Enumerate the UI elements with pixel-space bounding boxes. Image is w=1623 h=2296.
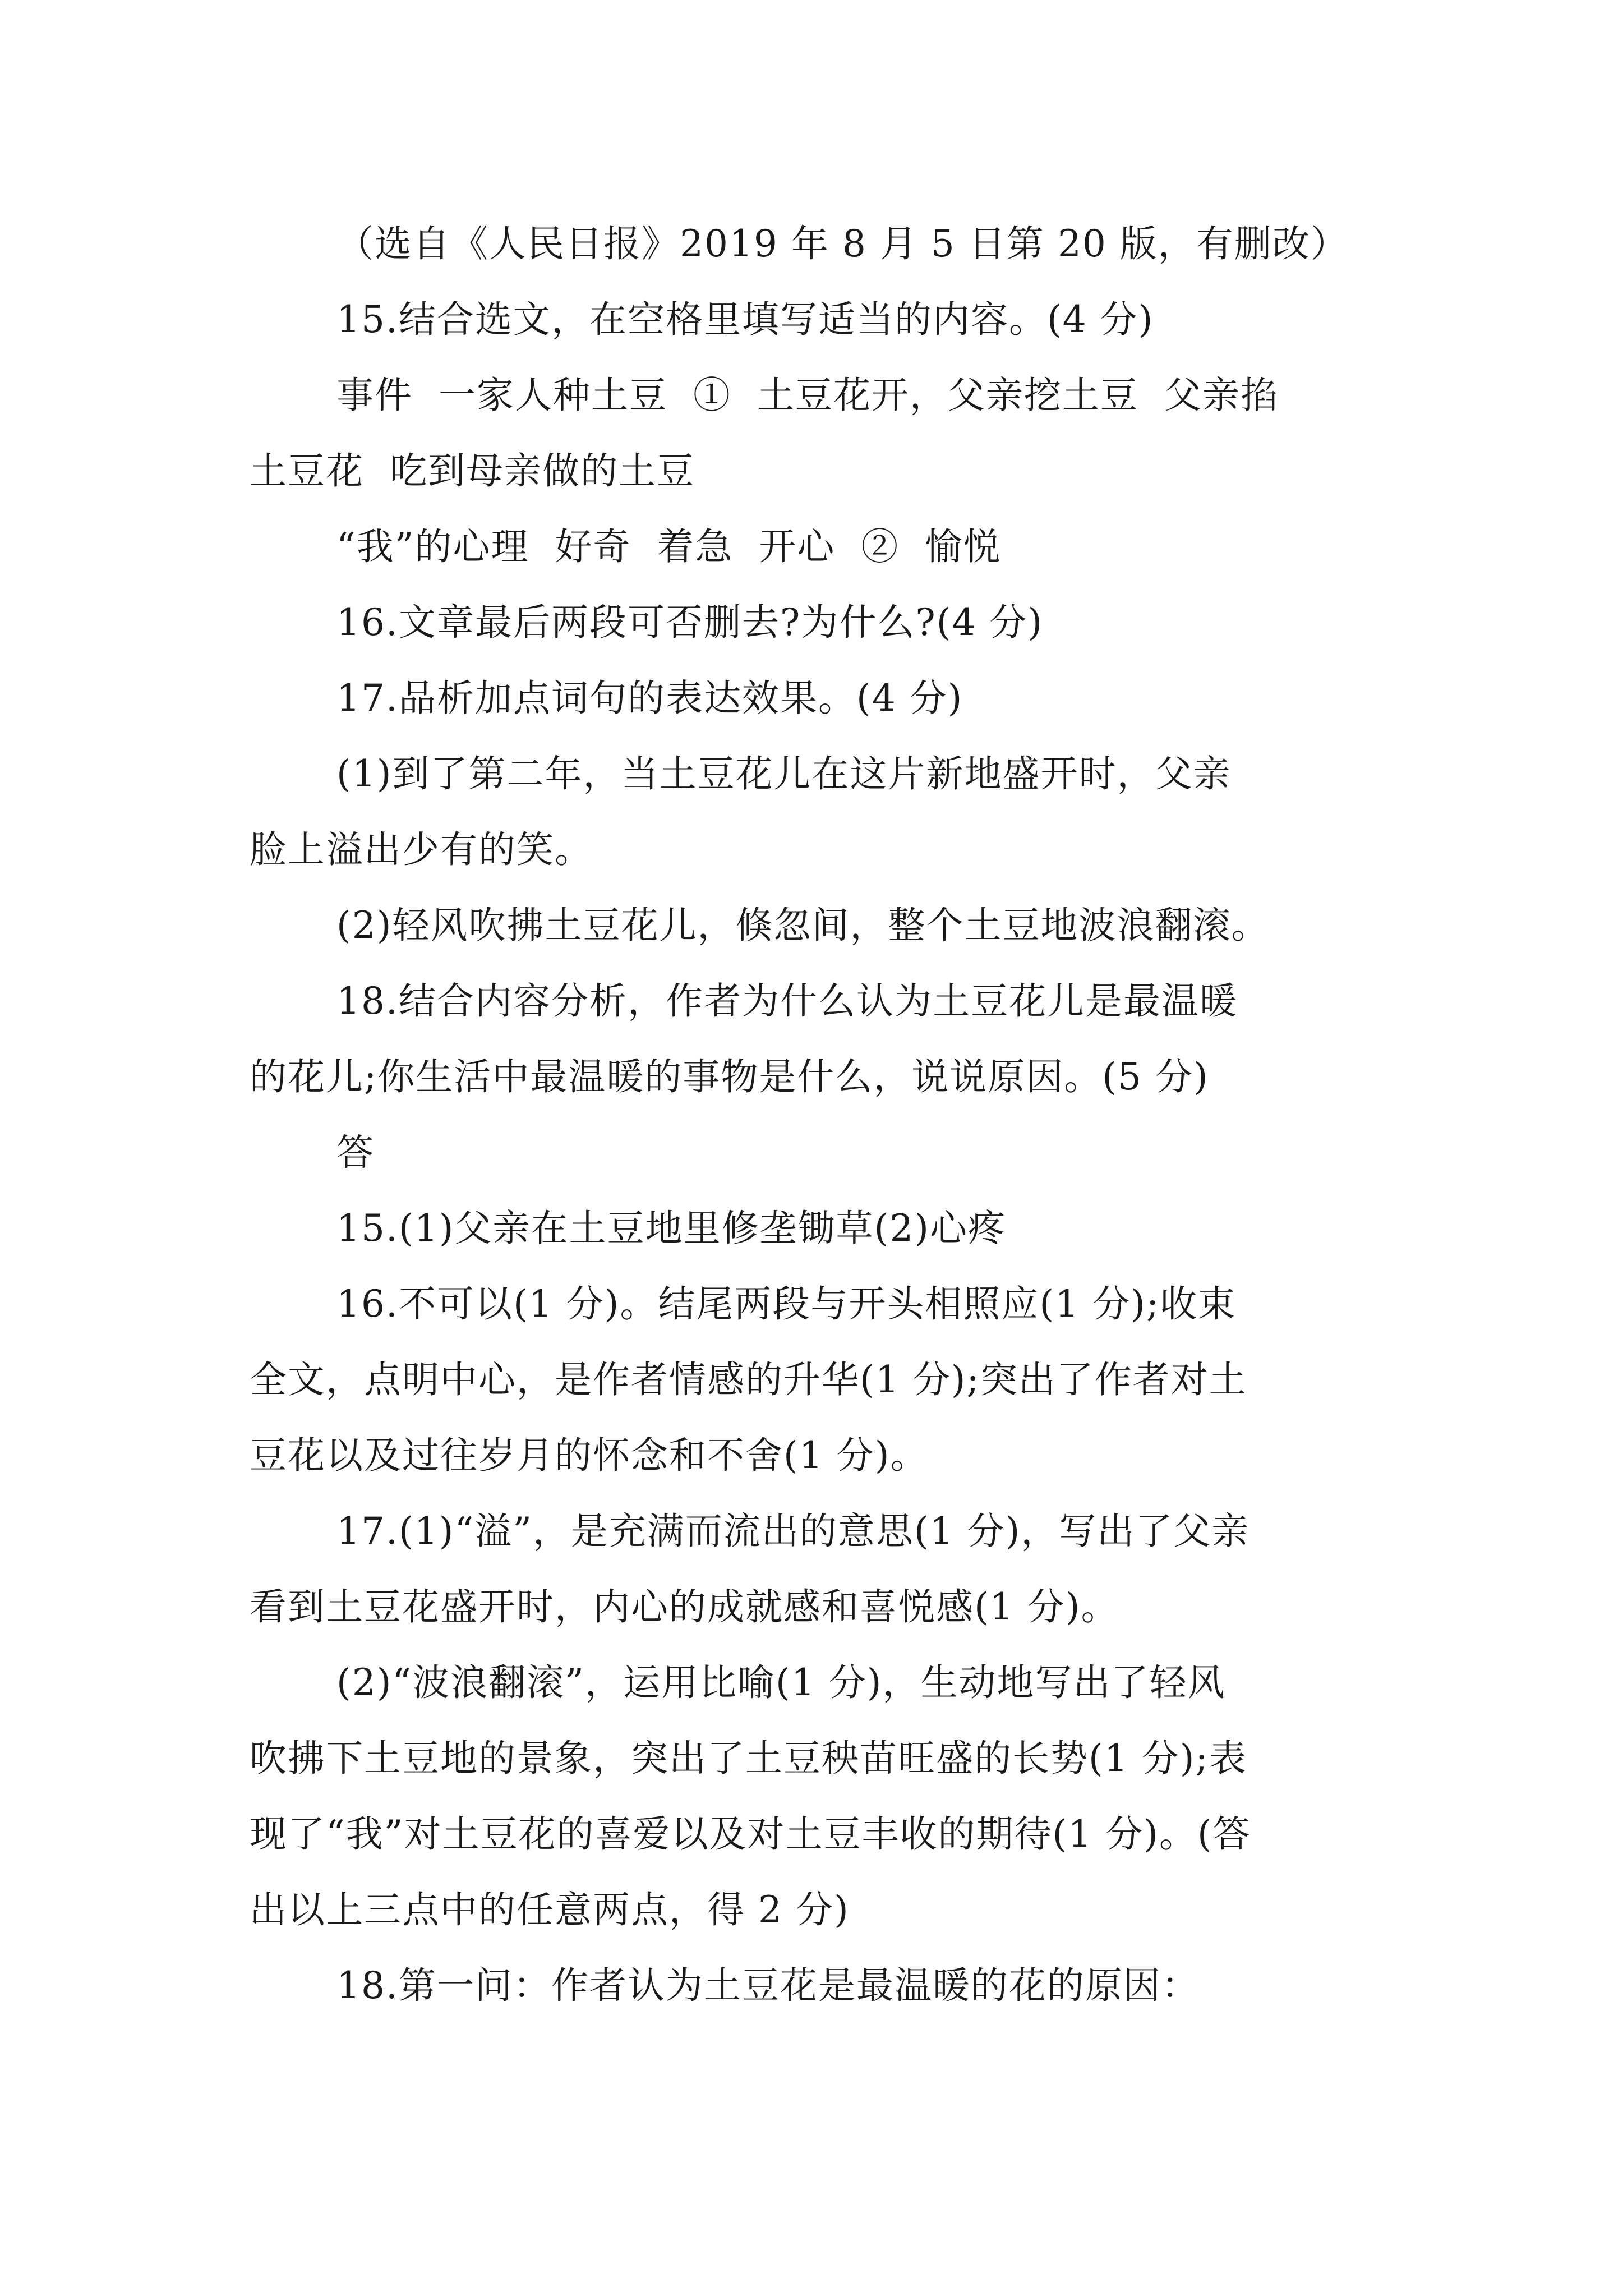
answer-16-cont-1: 全文，点明中心，是作者情感的升华(1 分);突出了作者对土: [250, 1358, 1247, 1401]
question-18: 18.结合内容分析，作者为什么认为土豆花儿是最温暖: [336, 979, 1238, 1023]
table-row-events-cont: 土豆花 吃到母亲做的土豆: [250, 449, 695, 493]
table-row-psychology: “我”的心理 好奇 着急 开心 ② 愉悦: [336, 525, 1002, 568]
question-18-cont: 的花儿;你生活中最温暖的事物是什么，说说原因。(5 分): [250, 1055, 1209, 1098]
answer-15: 15.(1)父亲在土豆地里修垄锄草(2)心疼: [336, 1207, 1006, 1250]
answer-heading: 答: [336, 1131, 375, 1174]
question-17-item-1: (1)到了第二年，当土豆花儿在这片新地盛开时，父亲: [336, 752, 1232, 795]
answer-16: 16.不可以(1 分)。结尾两段与开头相照应(1 分);收束: [336, 1282, 1237, 1326]
table-row-events: 事件 一家人种土豆 ① 土豆花开，父亲挖土豆 父亲掐: [336, 374, 1279, 417]
source-citation: （选自《人民日报》2019 年 8 月 5 日第 20 版，有删改）: [336, 222, 1349, 265]
question-17: 17.品析加点词句的表达效果。(4 分): [336, 677, 963, 720]
question-16: 16.文章最后两段可否删去?为什么?(4 分): [336, 601, 1044, 644]
answer-18: 18.第一问：作者认为土豆花是最温暖的花的原因：: [336, 1964, 1200, 2007]
answer-17-item-1: 17.(1)“溢”，是充满而流出的意思(1 分)，写出了父亲: [336, 1510, 1250, 1553]
question-17-item-1-cont: 脸上溢出少有的笑。: [250, 828, 593, 871]
question-17-item-2: (2)轻风吹拂土豆花儿，倏忽间，整个土豆地波浪翻滚。: [336, 904, 1270, 947]
answer-17-item-2-cont-2: 现了“我”对土豆花的喜爱以及对土豆丰收的期待(1 分)。(答: [250, 1812, 1251, 1856]
question-15: 15.结合选文，在空格里填写适当的内容。(4 分): [336, 298, 1154, 341]
answer-17-item-1-cont: 看到土豆花盛开时，内心的成就感和喜悦感(1 分)。: [250, 1585, 1119, 1628]
answer-17-item-2: (2)“波浪翻滚”，运用比喻(1 分)，生动地写出了轻风: [336, 1661, 1226, 1704]
answer-17-item-2-cont-1: 吹拂下土豆地的景象，突出了土豆秧苗旺盛的长势(1 分);表: [250, 1737, 1247, 1780]
answer-16-cont-2: 豆花以及过往岁月的怀念和不舍(1 分)。: [250, 1434, 929, 1477]
answer-17-item-2-cont-3: 出以上三点中的任意两点，得 2 分): [250, 1888, 850, 1931]
